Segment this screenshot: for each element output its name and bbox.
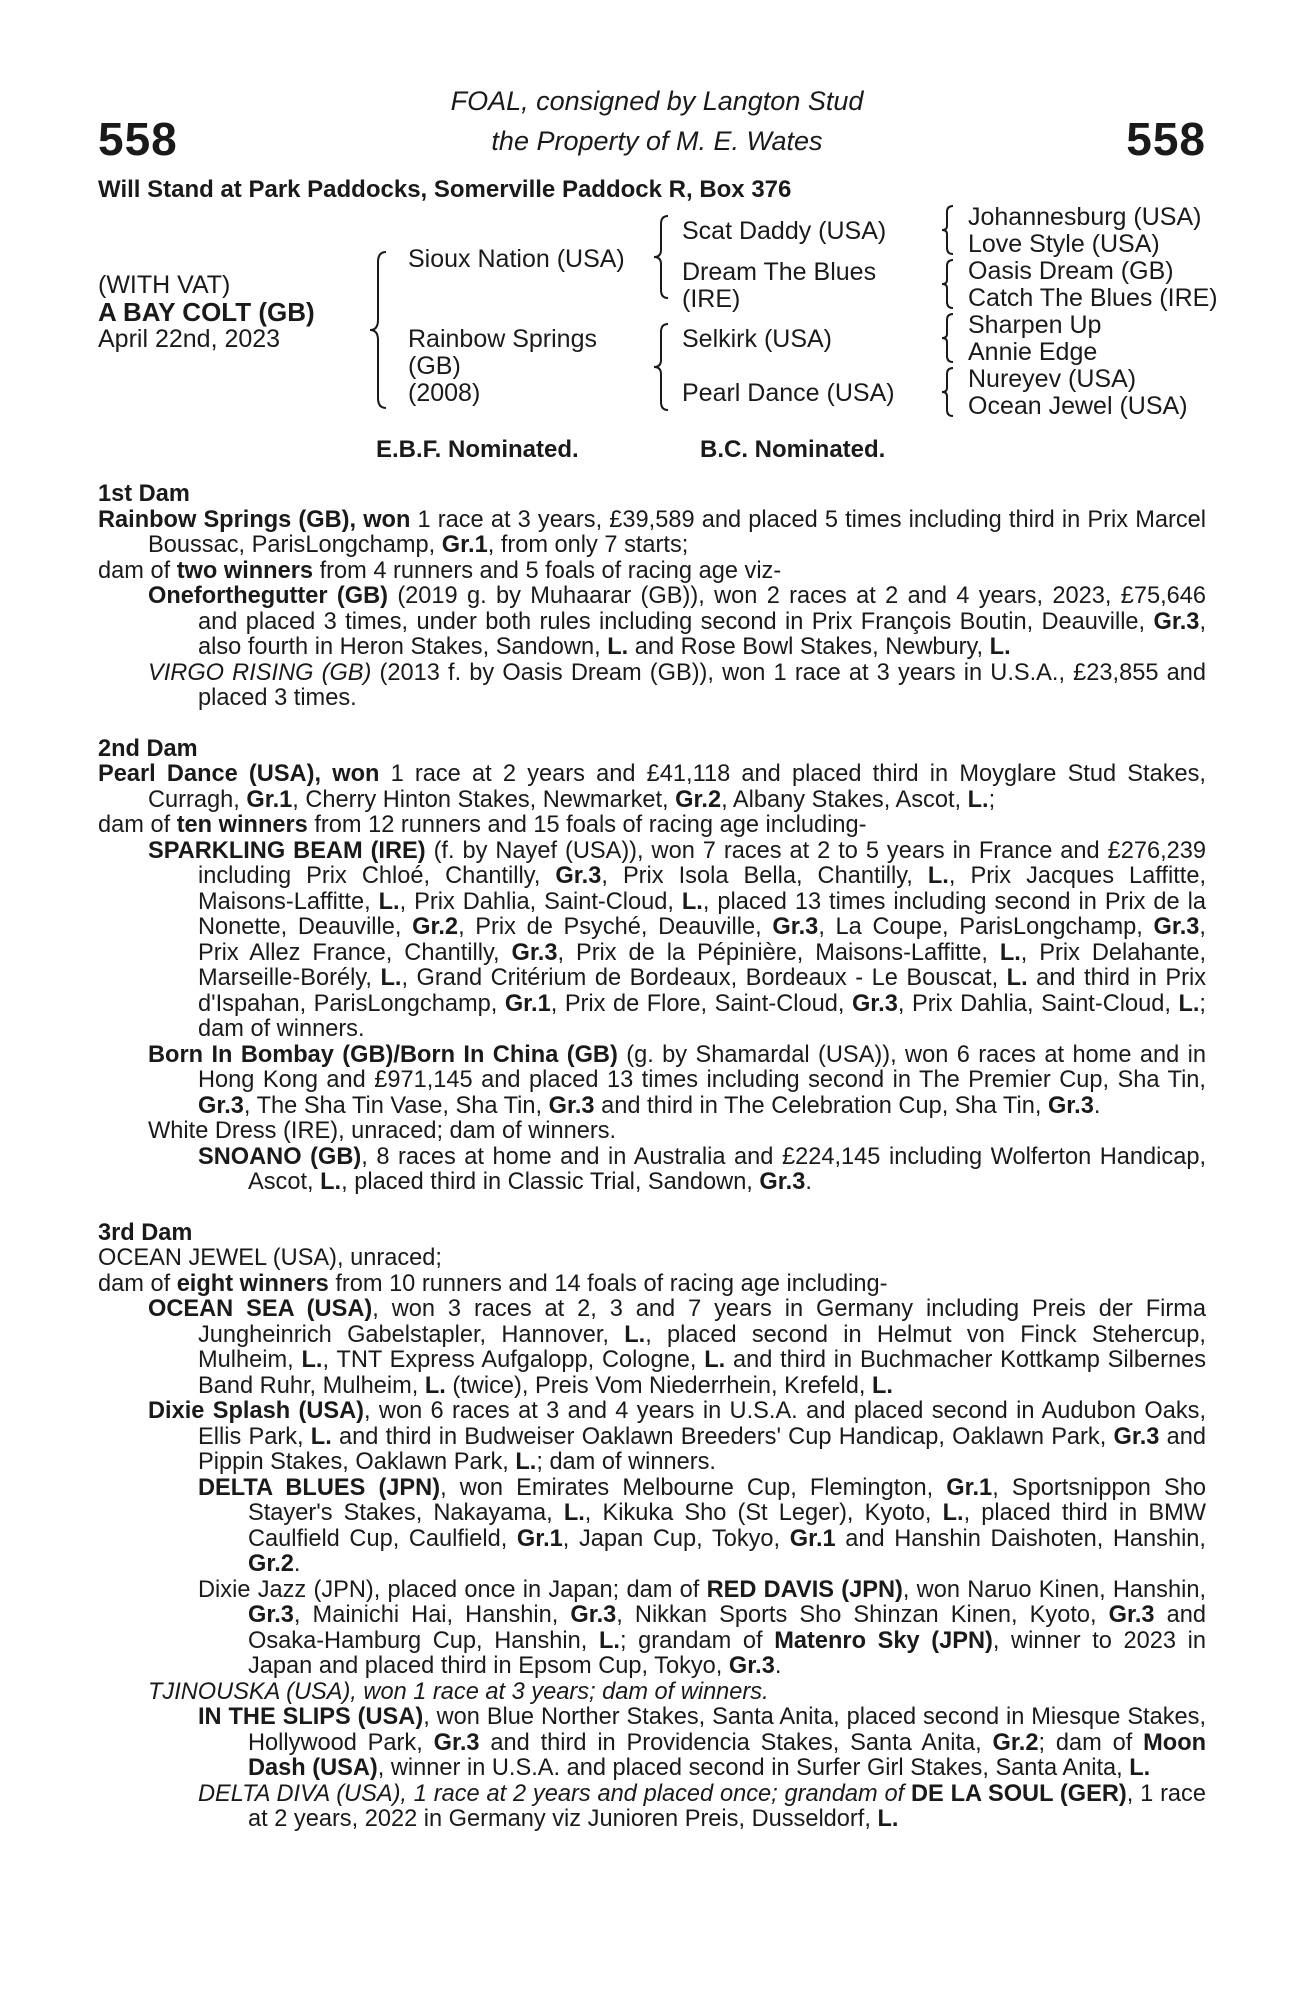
consignor-line-2: the Property of M. E. Wates [491, 126, 823, 156]
sire-dam-sire: Oasis Dream (GB) [968, 257, 1174, 285]
ebf-nominated: E.B.F. Nominated. [376, 436, 579, 463]
sire-sire: Scat Daddy (USA) [682, 217, 887, 245]
stand-location: Will Stand at Park Paddocks, Somerville Paddock R, Box 376 [98, 176, 792, 203]
foaling-date: April 22nd, 2023 [98, 325, 281, 353]
dam-line-1: Rainbow Springs [408, 325, 597, 353]
third-dam-record: OCEAN JEWEL (USA), unraced; [98, 1245, 442, 1271]
pedigree-brace-5 [940, 258, 956, 310]
first-dam-heading: 1st Dam [98, 481, 190, 507]
sire-sire-sire: Johannesburg (USA) [968, 203, 1202, 231]
third-dam-grandchild-4: DELTA DIVA (USA), 1 race at 2 years and placed once; grandam of DE LA SOUL (GER), 1 race at 2 years, 2022 in Germany viz Junioren Preis, Dusseldorf, L. [198, 1780, 1206, 1832]
third-dam-runner-2: Dixie Splash (USA), won 6 races at 3 and 4 years in U.S.A. and placed second in Audubon Oaks, Ellis Park, L. and third in Budweiser Oaklawn Breeders' Cup Handicap, Oaklawn Park, Gr.3 and Pippin Stakes, Oaklawn Park, L.; dam of winners. [148, 1398, 1207, 1475]
second-dam-heading: 2nd Dam [98, 735, 198, 762]
dam-sire-sire: Sharpen Up [968, 311, 1102, 339]
pedigree-brace-3 [652, 322, 672, 412]
sire-dam-dam: Catch The Blues (IRE) [968, 284, 1218, 312]
first-dam-record: Rainbow Springs (GB), won 1 race at 3 years, £39,589 and placed 5 times including third in Prix Marcel Boussac, ParisLongchamp, Gr.1, from only 7 starts; [98, 506, 1206, 558]
sire-sire-dam: Love Style (USA) [968, 230, 1160, 258]
third-dam-grandchild-1: DELTA BLUES (JPN), won Emirates Melbourne Cup, Flemington, Gr.1, Sportsnippon Sho Stayer's Stakes, Nakayama, L., Kikuka Sho (St Leger), Kyoto, L., placed third in BMW Caulfield Cup, Caulfield, Gr.1, Japan Cup, Tokyo, Gr.1 and Hanshin Daishoten, Hanshin, Gr.2. [198, 1474, 1206, 1577]
dam-dam-dam: Ocean Jewel (USA) [968, 392, 1188, 420]
pedigree-brace-6 [940, 312, 956, 364]
second-dam-record: Pearl Dance (USA), won 1 race at 2 years and £41,118 and placed third in Moyglare Stud Stakes, Curragh, Gr.1, Cherry Hinton Stakes, Newmarket, Gr.2, Albany Stakes, Ascot, L.; [98, 761, 1206, 813]
third-dam-grandchild-2: Dixie Jazz (JPN), placed once in Japan; dam of RED DAVIS (JPN), won Naruo Kinen, Hanshin, Gr.3, Mainichi Hai, Hanshin, Gr.3, Nikkan Sports Sho Shinzan Kinen, Kyoto, Gr.3 and Osaka-Hamburg Cup, Hanshin, L.; grandam of Matenro Sky (JPN), winner to 2023 in Japan and placed third in Epsom Cup, Tokyo, Gr.3. [198, 1576, 1206, 1679]
second-dam-runner-2: Born In Bombay (GB)/Born In China (GB) (g. by Shamardal (USA)), won 6 races at home and in Hong Kong and £971,145 and placed 13 times including second in The Premier Cup, Sha Tin, Gr.3, The Sha Tin Vase, Sha Tin, Gr.3 and third in The Celebration Cup, Sha Tin, Gr.3. [148, 1041, 1206, 1119]
third-dam-runner-3: TJINOUSKA (USA), won 1 race at 3 years; dam of winners. [148, 1678, 769, 1705]
first-dam-runner-2: VIRGO RISING (GB) (2013 f. by Oasis Dream (GB)), won 1 race at 3 years in U.S.A., £23,855 and placed 3 times. [148, 659, 1206, 711]
pedigree-brace-2 [652, 214, 672, 300]
second-dam-grandchild-1: SNOANO (GB), 8 races at home and in Australia and £224,145 including Wolferton Handicap, Ascot, L., placed third in Classic Trial, Sandown, Gr.3. [198, 1143, 1206, 1195]
third-dam-grandchild-3: IN THE SLIPS (USA), won Blue Norther Stakes, Santa Anita, placed second in Miesque Stakes, Hollywood Park, Gr.3 and third in Providencia Stakes, Santa Anita, Gr.2; dam of Moon Dash (USA), winner in U.S.A. and placed second in Surfer Girl Stakes, Santa Anita, L. [198, 1704, 1207, 1781]
second-dam-runner-1: SPARKLING BEAM (IRE) (f. by Nayef (USA)), won 7 races at 2 to 5 years in France and £276,239 including Prix Chloé, Chantilly, Gr.3, Prix Isola Bella, Chantilly, L., Prix Jacques Laffitte, Maisons-Laffitte, L., Prix Dahlia, Saint-Cloud, L., placed 13 times including second in Prix de la Nonette, Deauville, Gr.2, Prix de Psyché, Deauville, Gr.3, La Coupe, ParisLongchamp, Gr.3, Prix Allez France, Chantilly, Gr.3, Prix de la Pépinière, Maisons-Laffitte, L., Prix Delahante, Marseille-Borély, L., Grand Critérium de Bordeaux, Bordeaux - Le Bouscat, L. and third in Prix d'Ispahan, ParisLongchamp, Gr.1, Prix de Flore, Saint-Cloud, Gr.3, Prix Dahlia, Saint-Cloud, L.; dam of winners. [148, 837, 1207, 1042]
third-dam-heading: 3rd Dam [98, 1219, 193, 1246]
second-dam-produce-summary: dam of ten winners from 12 runners and 15 foals of racing age including- [98, 812, 867, 838]
third-dam-produce-summary: dam of eight winners from 10 runners and 14 foals of racing age including- [98, 1270, 888, 1297]
dam-line-3: (2008) [408, 379, 481, 407]
pedigree-brace-1 [368, 250, 390, 410]
catalogue-body [98, 482, 1206, 1833]
bc-nominated: B.C. Nominated. [700, 436, 886, 463]
dam-sire-dam: Annie Edge [968, 338, 1098, 366]
lot-number-left: 558 [98, 113, 178, 165]
dam-line-2: (GB) [408, 352, 461, 380]
dam-dam-sire: Nureyev (USA) [968, 365, 1137, 393]
first-dam-runner-1: Oneforthegutter (GB) (2019 g. by Muhaarar (GB)), won 2 races at 2 and 4 years, 2023, £75,646 and placed 3 times, under both rules including second in Prix François Boutin, Deauville, Gr.3, also fourth in Heron Stakes, Sandown, L. and Rose Bowl Stakes, Newbury, L. [148, 583, 1206, 660]
sire-dam-line-1: Dream The Blues [682, 258, 877, 286]
pedigree-brace-4 [940, 204, 956, 256]
sire: Sioux Nation (USA) [408, 245, 625, 273]
pedigree-brace-7 [940, 366, 956, 418]
third-dam-runner-1: OCEAN SEA (USA), won 3 races at 2, 3 and 7 years in Germany including Preis der Firma Jungheinrich Gabelstapler, Hannover, L., placed second in Helmut von Finck Stehercup, Mulheim, L., TNT Express Aufgalopp, Cologne, L. and third in Buchmacher Kottkamp Silbernes Band Ruhr, Mulheim, L. (twice), Preis Vom Niederrhein, Krefeld, L. [148, 1296, 1207, 1399]
first-dam-produce-summary: dam of two winners from 4 runners and 5 foals of racing age viz- [98, 557, 782, 584]
second-dam-runner-3: White Dress (IRE), unraced; dam of winners. [148, 1118, 617, 1144]
horse-name: A BAY COLT (GB) [98, 297, 315, 327]
vat-note: (WITH VAT) [98, 271, 231, 299]
dam-dam: Pearl Dance (USA) [682, 379, 895, 407]
sire-dam-line-2: (IRE) [682, 285, 741, 313]
dam-sire: Selkirk (USA) [682, 325, 833, 353]
lot-number-right: 558 [1126, 113, 1206, 165]
consignor-line-1: FOAL, consigned by Langton Stud [450, 86, 864, 116]
